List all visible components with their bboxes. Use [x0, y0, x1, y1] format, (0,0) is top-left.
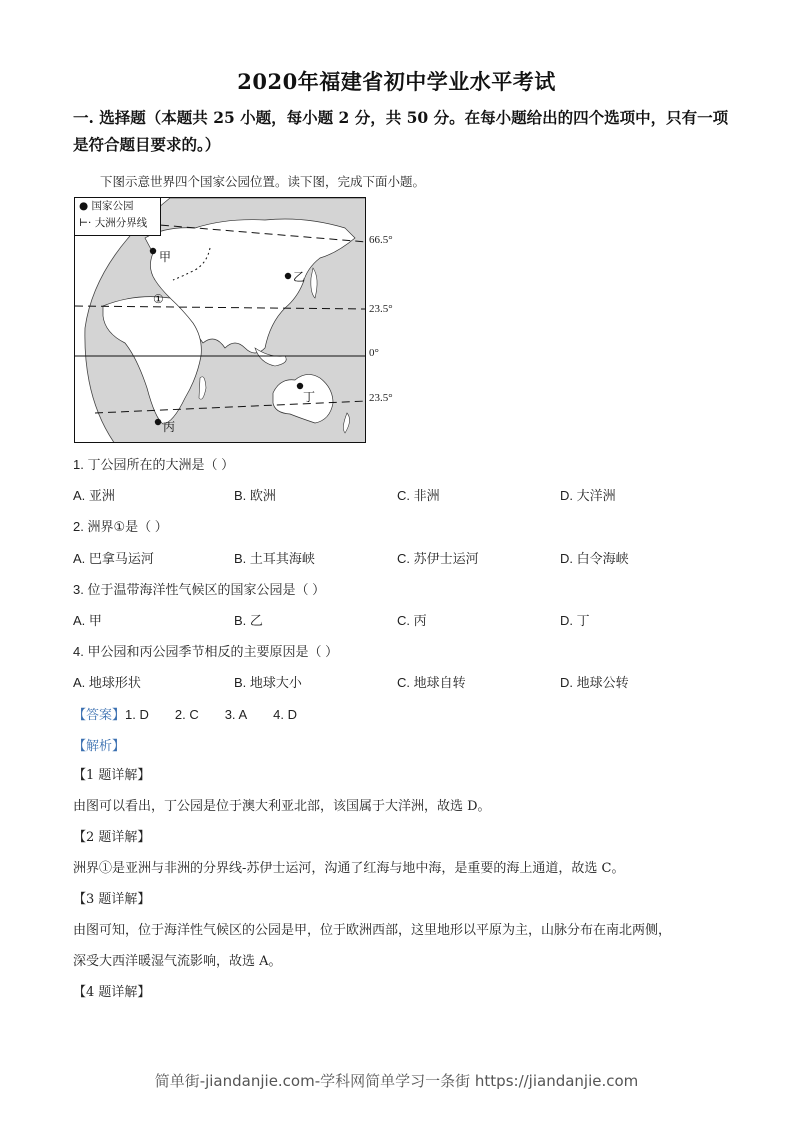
q2-option-a: A. 巴拿马运河	[73, 551, 154, 566]
park-label-bing: 丙	[163, 420, 176, 434]
boundary-marker-1: ①	[153, 292, 164, 306]
q2-option-d: D. 白令海峡	[560, 551, 629, 566]
q2-option-b: B. 土耳其海峡	[234, 551, 315, 566]
detail-3-heading: 【3 题详解】	[73, 892, 151, 907]
page-title: 2020年福建省初中学业水平考试	[237, 69, 556, 94]
q4-option-d: D. 地球公转	[560, 675, 629, 690]
detail-2-heading: 【2 题详解】	[73, 830, 151, 845]
q1-option-a: A. 亚洲	[73, 488, 115, 503]
q2-option-c: C. 苏伊士运河	[397, 551, 479, 566]
park-label-yi: 乙	[293, 270, 306, 284]
lat-label-equator: 0°	[369, 347, 379, 359]
answer-row	[73, 704, 297, 723]
park-label-jia: 甲	[159, 250, 172, 264]
q3-option-b: B. 乙	[234, 613, 263, 628]
detail-4-heading: 【4 题详解】	[73, 985, 151, 1000]
legend-item-park: ● 国家公园	[79, 200, 134, 212]
q1-option-d: D. 大洋洲	[560, 488, 616, 503]
q1-option-c: C. 非洲	[397, 488, 440, 503]
analysis-label: 【解析】	[73, 738, 126, 753]
park-dot-icon: ●	[79, 200, 89, 212]
park-label-ding: 丁	[303, 390, 316, 404]
lat-label-23-5-n: 23.5°	[369, 303, 393, 315]
answer-2: 2. C	[174, 707, 199, 722]
detail-3-text-line2: 深受大西洋暖湿气流影响，故选 A。	[73, 954, 282, 969]
boundary-line-icon: ⊢·	[79, 217, 92, 229]
lat-label-66-5: 66.5°	[369, 234, 393, 246]
q3-option-a: A. 甲	[73, 613, 102, 628]
q4-option-a: A. 地球形状	[73, 675, 141, 690]
answer-3: 3. A	[224, 707, 248, 722]
q3-option-d: D. 丁	[560, 613, 590, 628]
detail-2-text: 洲界①是亚洲与非洲的分界线-苏伊士运河，沟通了红海与地中海，是重要的海上通道，故选 C。	[73, 861, 625, 876]
answer-label: 【答案】	[73, 707, 126, 722]
footer-watermark: 简单街-jiandanjie.com-学科网简单学习一条街 https://jiandanjie.com	[154, 1072, 639, 1090]
lat-label-23-5-s: 23.5°	[369, 392, 393, 404]
answer-1: 1. D	[125, 707, 149, 722]
question-4-stem: 4. 甲公园和丙公园季节相反的主要原因是（ ）	[73, 644, 339, 659]
legend-item-boundary: ⊢· 大洲分界线	[79, 217, 148, 229]
question-2-stem: 2. 洲界①是（ ）	[73, 519, 168, 534]
q4-option-b: B. 地球大小	[234, 675, 302, 690]
q3-option-c: C. 丙	[397, 613, 427, 628]
q1-option-b: B. 欧洲	[234, 488, 276, 503]
world-map-figure	[74, 197, 366, 443]
detail-1-text: 由图可以看出，丁公园是位于澳大利亚北部，该国属于大洋洲，故选 D。	[73, 799, 491, 814]
question-3-stem: 3. 位于温带海洋性气候区的国家公园是（ ）	[73, 582, 326, 597]
q4-option-c: C. 地球自转	[397, 675, 466, 690]
detail-1-heading: 【1 题详解】	[73, 768, 151, 783]
section-heading: 一. 选择题（本题共 25 小题，每小题 2 分，共 50 分。在每小题给出的四个选项中，只有一项是符合题目要求的。）	[73, 108, 729, 154]
intro-text: 下图示意世界四个国家公园位置。读下图，完成下面小题。	[100, 174, 426, 189]
detail-3-text-line1: 由图可知，位于海洋性气候区的公园是甲，位于欧洲西部，这里地形以平原为主，山脉分布在南北两侧，	[73, 923, 672, 938]
question-1-stem: 1. 丁公园所在的大洲是（ ）	[73, 457, 235, 472]
answer-4: 4. D	[273, 707, 297, 722]
map-legend	[75, 198, 161, 236]
